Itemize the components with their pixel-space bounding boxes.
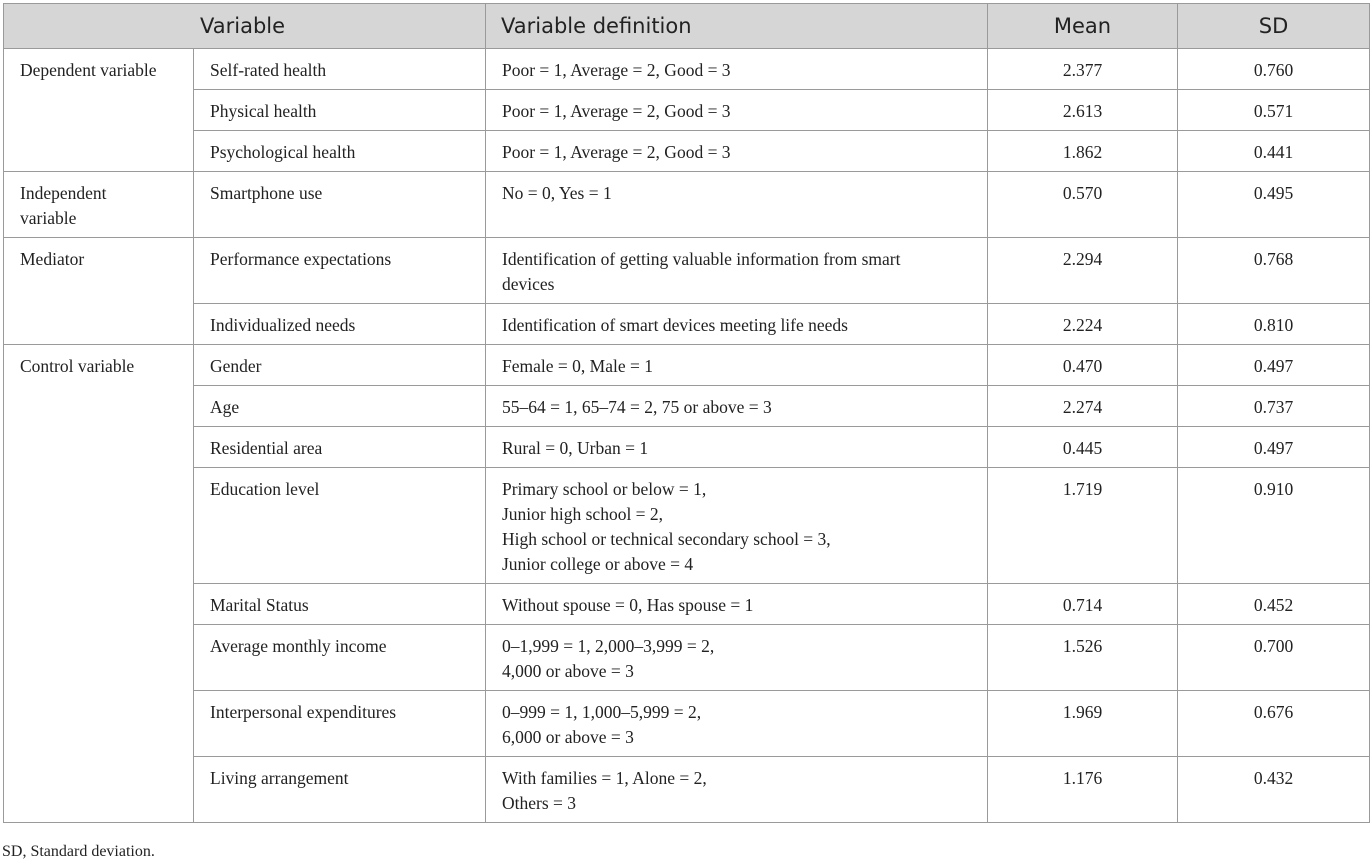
descriptive-statistics-table (3, 3, 1370, 823)
category-cell (4, 172, 194, 238)
table-row (4, 304, 1370, 345)
variable-cell: Residential area (194, 427, 486, 468)
mean-cell: 2.224 (988, 304, 1178, 345)
variable-cell: Psychological health (194, 131, 486, 172)
mean-cell: 2.377 (988, 49, 1178, 90)
definition-cell (486, 304, 988, 345)
definition-line: 0–1,999 = 1, 2,000–3,999 = 2, (502, 636, 715, 656)
sd-cell: 0.700 (1178, 625, 1370, 691)
header-row (4, 4, 1370, 49)
definition-cell (486, 172, 988, 238)
mean-cell: 0.445 (988, 427, 1178, 468)
definition-line: Poor = 1, Average = 2, Good = 3 (502, 60, 731, 80)
variable-cell: Self-rated health (194, 49, 486, 90)
definition-cell (486, 468, 988, 584)
sd-cell: 0.452 (1178, 584, 1370, 625)
mean-cell: 2.613 (988, 90, 1178, 131)
mean-cell: 1.719 (988, 468, 1178, 584)
definition-line: Without spouse = 0, Has spouse = 1 (502, 595, 754, 615)
definition-cell (486, 757, 988, 823)
definition-line: No = 0, Yes = 1 (502, 183, 612, 203)
sd-cell: 0.497 (1178, 427, 1370, 468)
variable-cell: Performance expectations (194, 238, 486, 304)
table-row (4, 625, 1370, 691)
sd-cell: 0.571 (1178, 90, 1370, 131)
definition-cell (486, 131, 988, 172)
table-row (4, 584, 1370, 625)
category-cell: Mediator (4, 238, 194, 345)
definition-cell (486, 584, 988, 625)
definition-cell (486, 427, 988, 468)
mean-cell: 0.470 (988, 345, 1178, 386)
definition-cell (486, 345, 988, 386)
variable-cell: Age (194, 386, 486, 427)
definition-line: Junior college or above = 4 (502, 554, 694, 574)
sd-cell: 0.910 (1178, 468, 1370, 584)
table-row (4, 172, 1370, 238)
sd-cell: 0.441 (1178, 131, 1370, 172)
definition-cell (486, 625, 988, 691)
definition-line: 6,000 or above = 3 (502, 727, 634, 747)
sd-cell: 0.676 (1178, 691, 1370, 757)
definition-line: 55–64 = 1, 65–74 = 2, 75 or above = 3 (502, 397, 772, 417)
table-row (4, 345, 1370, 386)
table-row (4, 90, 1370, 131)
table-row (4, 238, 1370, 304)
mean-cell: 2.274 (988, 386, 1178, 427)
table-row (4, 131, 1370, 172)
definition-line: Poor = 1, Average = 2, Good = 3 (502, 142, 731, 162)
definition-line: Rural = 0, Urban = 1 (502, 438, 649, 458)
category-line: variable (20, 208, 77, 228)
mean-cell: 1.526 (988, 625, 1178, 691)
table-body (4, 49, 1370, 823)
definition-line: Female = 0, Male = 1 (502, 356, 653, 376)
mean-cell: 1.862 (988, 131, 1178, 172)
variable-cell: Interpersonal expenditures (194, 691, 486, 757)
definition-line: With families = 1, Alone = 2, (502, 768, 707, 788)
definition-line: Identification of getting valuable information from smart (502, 249, 901, 269)
variable-cell: Smartphone use (194, 172, 486, 238)
mean-cell: 0.570 (988, 172, 1178, 238)
sd-cell: 0.768 (1178, 238, 1370, 304)
sd-cell: 0.810 (1178, 304, 1370, 345)
category-line: Independent (20, 183, 107, 203)
mean-cell: 1.969 (988, 691, 1178, 757)
definition-line: devices (502, 274, 555, 294)
sd-cell: 0.495 (1178, 172, 1370, 238)
table-row (4, 427, 1370, 468)
table-row (4, 468, 1370, 584)
sd-cell: 0.737 (1178, 386, 1370, 427)
variable-cell: Physical health (194, 90, 486, 131)
header-variable-definition: Variable definition (486, 4, 988, 49)
definition-line: Identification of smart devices meeting life needs (502, 315, 848, 335)
header-mean: Mean (988, 4, 1178, 49)
definition-line: Poor = 1, Average = 2, Good = 3 (502, 101, 731, 121)
variable-cell: Gender (194, 345, 486, 386)
mean-cell: 0.714 (988, 584, 1178, 625)
table-row (4, 386, 1370, 427)
definition-cell (486, 49, 988, 90)
definition-line: Others = 3 (502, 793, 577, 813)
table-row (4, 691, 1370, 757)
sd-cell: 0.497 (1178, 345, 1370, 386)
header-sd: SD (1178, 4, 1370, 49)
definition-line: 4,000 or above = 3 (502, 661, 634, 681)
definition-cell (486, 386, 988, 427)
variable-cell: Marital Status (194, 584, 486, 625)
definition-line: High school or technical secondary school = 3, (502, 529, 831, 549)
sd-cell: 0.432 (1178, 757, 1370, 823)
table-footnote: SD, Standard deviation. (2, 843, 155, 860)
header-variable: Variable (4, 4, 486, 49)
definition-line (502, 206, 971, 231)
table-row (4, 49, 1370, 90)
table-container (3, 3, 1369, 823)
variable-cell: Living arrangement (194, 757, 486, 823)
variable-cell: Education level (194, 468, 486, 584)
definition-cell (486, 238, 988, 304)
table-row (4, 757, 1370, 823)
category-cell: Control variable (4, 345, 194, 823)
definition-cell (486, 90, 988, 131)
definition-line: Junior high school = 2, (502, 504, 664, 524)
category-cell: Dependent variable (4, 49, 194, 172)
definition-cell (486, 691, 988, 757)
mean-cell: 1.176 (988, 757, 1178, 823)
variable-cell: Average monthly income (194, 625, 486, 691)
variable-cell: Individualized needs (194, 304, 486, 345)
sd-cell: 0.760 (1178, 49, 1370, 90)
definition-line: 0–999 = 1, 1,000–5,999 = 2, (502, 702, 702, 722)
mean-cell: 2.294 (988, 238, 1178, 304)
definition-line: Primary school or below = 1, (502, 479, 707, 499)
